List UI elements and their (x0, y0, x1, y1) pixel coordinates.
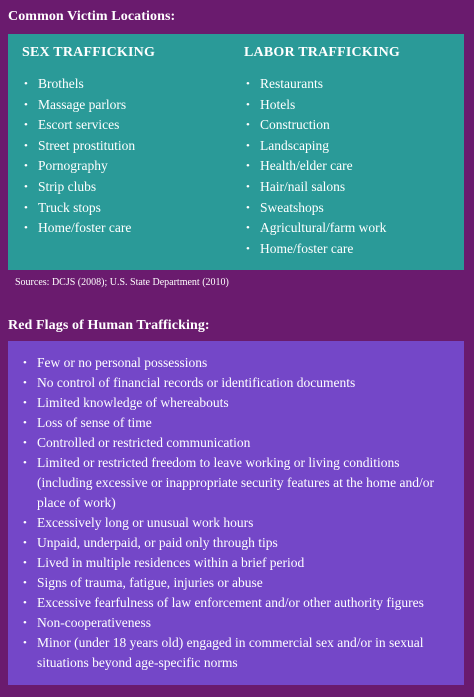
list-item: • Loss of sense of time (21, 413, 457, 433)
list-item: • Street prostitution (22, 136, 135, 157)
victim-locations-panel (8, 34, 464, 270)
list-item: • Non-cooperativeness (21, 613, 457, 633)
list-item: • Massage parlors (22, 95, 135, 116)
list-item: • Controlled or restricted communication (21, 433, 457, 453)
list-item: • Lived in multiple residences within a brief period (21, 553, 457, 573)
labor-trafficking-list (244, 74, 386, 259)
list-item: • Hotels (244, 95, 386, 116)
list-item: • Construction (244, 115, 386, 136)
red-flags-title: Red Flags of Human Trafficking: (8, 318, 210, 333)
list-item: • Agricultural/farm work (244, 218, 386, 239)
list-item: • Excessively long or unusual work hours (21, 513, 457, 533)
list-item: • Limited knowledge of whereabouts (21, 393, 457, 413)
list-item: • Hair/nail salons (244, 177, 386, 198)
labor-trafficking-header: LABOR TRAFFICKING (244, 45, 400, 60)
list-item: • Excessive fearfulness of law enforcement and/or other authority figures (21, 593, 457, 613)
list-item: • Pornography (22, 156, 135, 177)
list-item: • Escort services (22, 115, 135, 136)
red-flags-list (21, 353, 457, 673)
sex-trafficking-header: SEX TRAFFICKING (22, 45, 156, 60)
list-item: • Home/foster care (244, 239, 386, 260)
list-item: • Few or no personal possessions (21, 353, 457, 373)
sources-note: Sources: DCJS (2008); U.S. State Department (2010) (15, 277, 229, 288)
list-item: • No control of financial records or identification documents (21, 373, 457, 393)
list-item: • Brothels (22, 74, 135, 95)
list-item: • Strip clubs (22, 177, 135, 198)
list-item: • Home/foster care (22, 218, 135, 239)
list-item: • Unpaid, underpaid, or paid only through tips (21, 533, 457, 553)
list-item: • Restaurants (244, 74, 386, 95)
victim-locations-title: Common Victim Locations: (8, 9, 176, 24)
list-item: • Minor (under 18 years old) engaged in commercial sex and/or in sexual situations beyond age-specific norms (21, 633, 457, 673)
red-flags-panel (8, 341, 464, 685)
list-item: • Signs of trauma, fatigue, injuries or abuse (21, 573, 457, 593)
list-item: • Sweatshops (244, 198, 386, 219)
list-item: • Limited or restricted freedom to leave working or living conditions (including excessive or inappropriate security features at the home and/or place of work) (21, 453, 457, 513)
sex-trafficking-list (22, 74, 135, 239)
list-item: • Truck stops (22, 198, 135, 219)
list-item: • Landscaping (244, 136, 386, 157)
list-item: • Health/elder care (244, 156, 386, 177)
